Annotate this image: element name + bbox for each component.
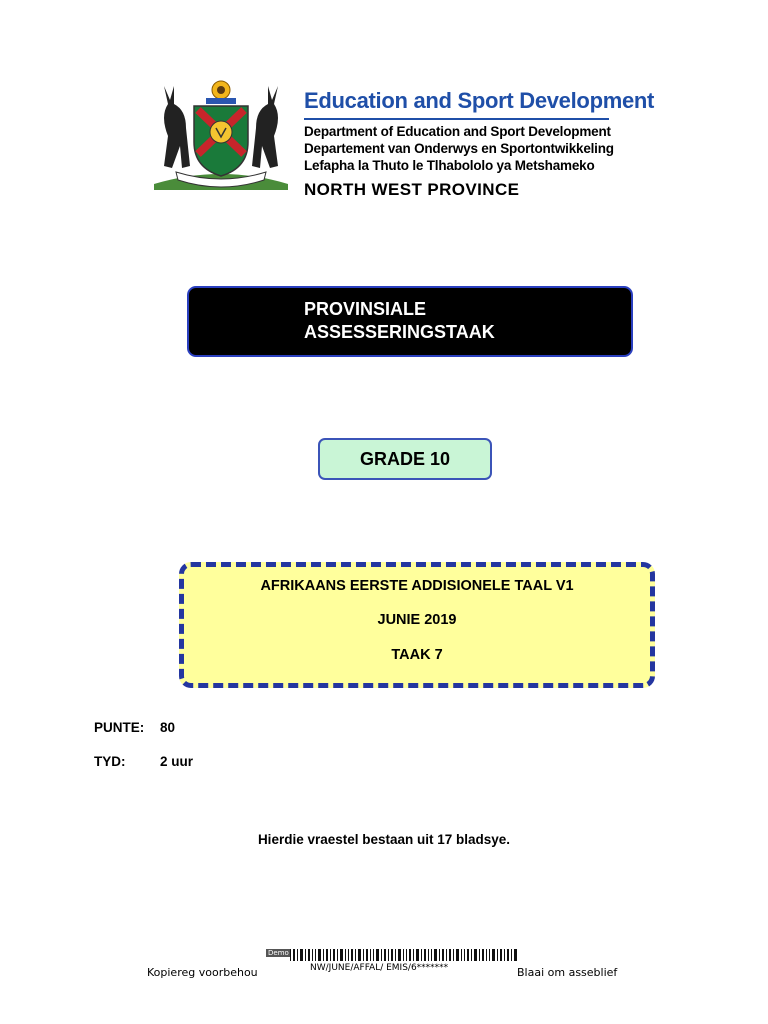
department-english: Department of Education and Sport Development: [304, 124, 611, 139]
turn-page-note: Blaai om asseblief: [517, 966, 618, 979]
paper-code: NW/JUNE/AFFAL/ EMIS/6*******: [310, 963, 449, 973]
marks-label: PUNTE:: [94, 720, 145, 735]
assessment-banner: [187, 286, 633, 357]
org-title: Education and Sport Development: [304, 88, 655, 113]
province-name: NORTH WEST PROVINCE: [304, 180, 520, 199]
coat-of-arms-icon: [146, 76, 296, 194]
title-divider: [304, 118, 609, 120]
grade-badge: [318, 438, 492, 480]
demo-tag: Demo: [268, 949, 289, 957]
marks-value: 80: [160, 720, 176, 735]
time-label: TYD:: [94, 754, 126, 769]
time-value: 2 uur: [160, 754, 194, 769]
copyright-note: Kopiereg voorbehou: [147, 966, 258, 979]
barcode-icon: [290, 949, 518, 961]
task-number: TAAK 7: [391, 647, 443, 663]
banner-line-1: PROVINSIALE: [304, 299, 427, 319]
subject-title: AFRIKAANS EERSTE ADDISIONELE TAAL V1: [260, 578, 574, 594]
page-count-note: Hierdie vraestel bestaan uit 17 bladsye.: [257, 832, 511, 847]
banner-line-2: ASSESSERINGSTAAK: [304, 322, 495, 342]
department-setswana: Lefapha la Thuto le Tlhabololo ya Metshameko: [304, 158, 595, 173]
department-afrikaans: Departement van Onderwys en Sportontwikkeling: [304, 141, 614, 156]
grade-label: GRADE 10: [359, 448, 451, 469]
exam-date: JUNIE 2019: [377, 612, 457, 628]
